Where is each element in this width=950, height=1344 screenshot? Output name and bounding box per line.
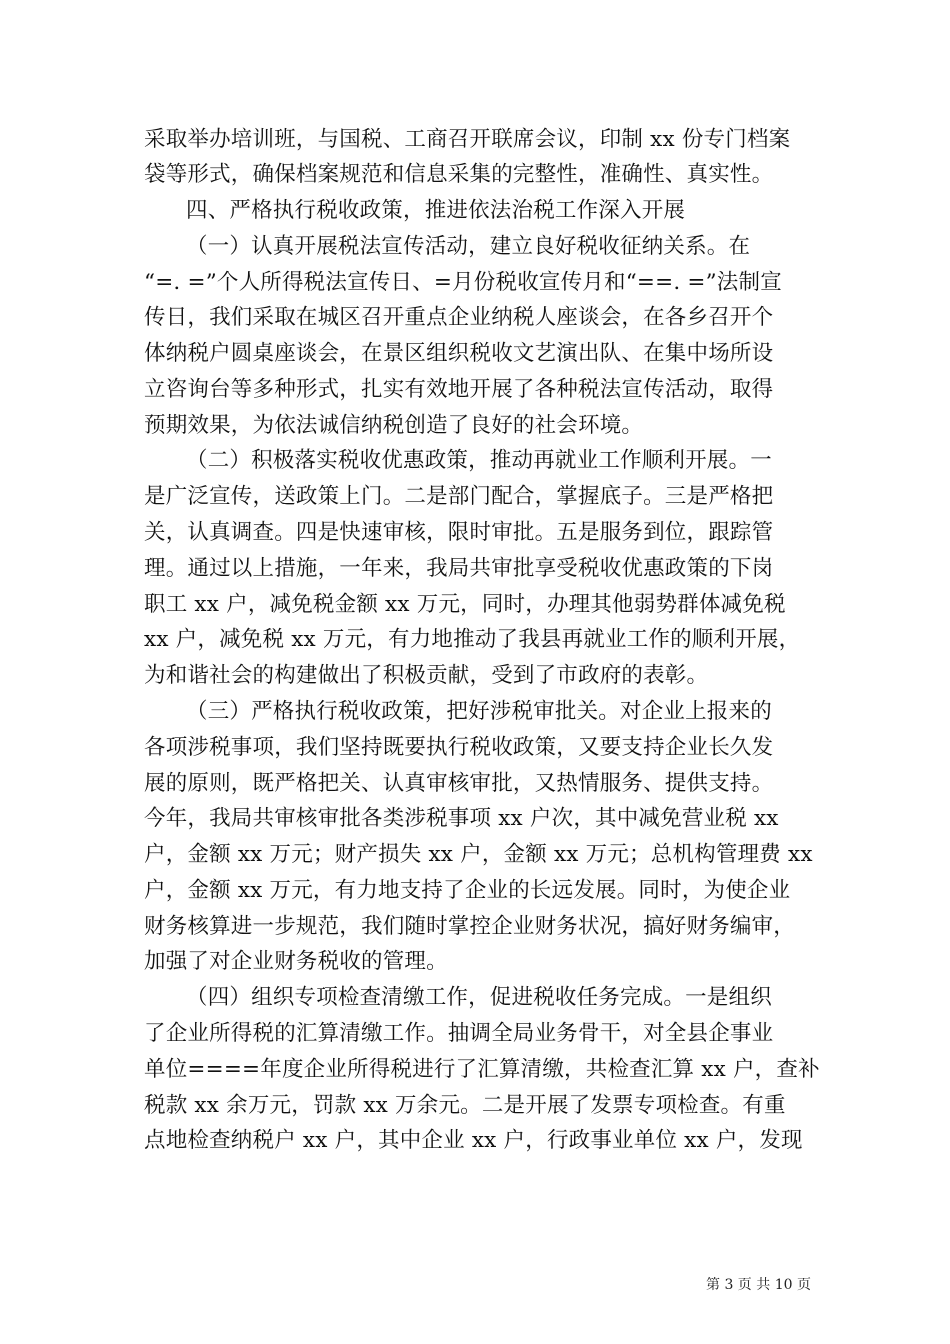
body-line: 理。通过以上措施，一年来，我局共审批享受税收优惠政策的下岗 bbox=[144, 556, 774, 581]
body-line: 户，金额 xx 万元；财产损失 xx 户，金额 xx 万元；总机构管理费 xx bbox=[144, 842, 813, 867]
body-line: （四）组织专项检查清缴工作，促进税收任务完成。一是组织 bbox=[186, 985, 772, 1010]
body-line: 单位====年度企业所得税进行了汇算清缴，共检查汇算 xx 户，查补 bbox=[144, 1057, 820, 1082]
body-line: 是广泛宣传，送政策上门。二是部门配合，掌握底子。三是严格把 bbox=[144, 484, 774, 509]
body-line: 户，金额 xx 万元，有力地支持了企业的长远发展。同时，为使企业 bbox=[144, 878, 791, 903]
body-line: 传日，我们采取在城区召开重点企业纳税人座谈会，在各乡召开个 bbox=[144, 305, 774, 330]
body-line: xx 户，减免税 xx 万元，有力地推动了我县再就业工作的顺利开展， bbox=[144, 627, 801, 652]
body-line: 为和谐社会的构建做出了积极贡献，受到了市政府的表彰。 bbox=[144, 663, 709, 688]
body-line: 体纳税户圆桌座谈会，在景区组织税收文艺演出队、在集中场所设 bbox=[144, 341, 774, 366]
body-line: 各项涉税事项，我们坚持既要执行税收政策，又要支持企业长久发 bbox=[144, 735, 774, 760]
body-line: 财务核算进一步规范，我们随时掌控企业财务状况，搞好财务编审， bbox=[144, 914, 796, 939]
body-line: 袋等形式，确保档案规范和信息采集的完整性，准确性、真实性。 bbox=[144, 162, 774, 187]
body-line: 职工 xx 户，减免税金额 xx 万元，同时，办理其他弱势群体减免税 bbox=[144, 592, 786, 617]
body-line: （二）积极落实税收优惠政策，推动再就业工作顺利开展。一 bbox=[186, 448, 772, 473]
body-line: 采取举办培训班，与国税、工商召开联席会议，印制 xx 份专门档案 bbox=[144, 127, 791, 152]
body-line: 今年，我局共审核审批各类涉税事项 xx 户次，其中减免营业税 xx bbox=[144, 806, 779, 831]
body-line: 关，认真调查。四是快速审核，限时审批。五是服务到位，跟踪管 bbox=[144, 520, 774, 545]
body-line: （三）严格执行税收政策，把好涉税审批关。对企业上报来的 bbox=[186, 699, 772, 724]
body-line: 预期效果，为依法诚信纳税创造了良好的社会环境。 bbox=[144, 413, 644, 438]
body-line: 税款 xx 余万元，罚款 xx 万余元。二是开展了发票专项检查。有重 bbox=[144, 1093, 786, 1118]
body-line: 点地检查纳税户 xx 户，其中企业 xx 户，行政事业单位 xx 户，发现 bbox=[144, 1128, 803, 1153]
body-line: 了企业所得税的汇算清缴工作。抽调全局业务骨干，对全县企事业 bbox=[144, 1021, 774, 1046]
body-line: （一）认真开展税法宣传活动，建立良好税收征纳关系。在 bbox=[186, 234, 751, 259]
body-line: 立咨询台等多种形式，扎实有效地开展了各种税法宣传活动，取得 bbox=[144, 377, 774, 402]
body-line: 加强了对企业财务税收的管理。 bbox=[144, 949, 448, 974]
body-line: 展的原则，既严格把关、认真审核审批，又热情服务、提供支持。 bbox=[144, 771, 774, 796]
body-line: “=. =”个人所得税法宣传日、=月份税收宣传月和“==. =”法制宣 bbox=[144, 270, 782, 295]
page-number: 第 3 页 共 10 页 bbox=[706, 1277, 811, 1293]
section-heading: 四、严格执行税收政策，推进依法治税工作深入开展 bbox=[186, 198, 686, 223]
